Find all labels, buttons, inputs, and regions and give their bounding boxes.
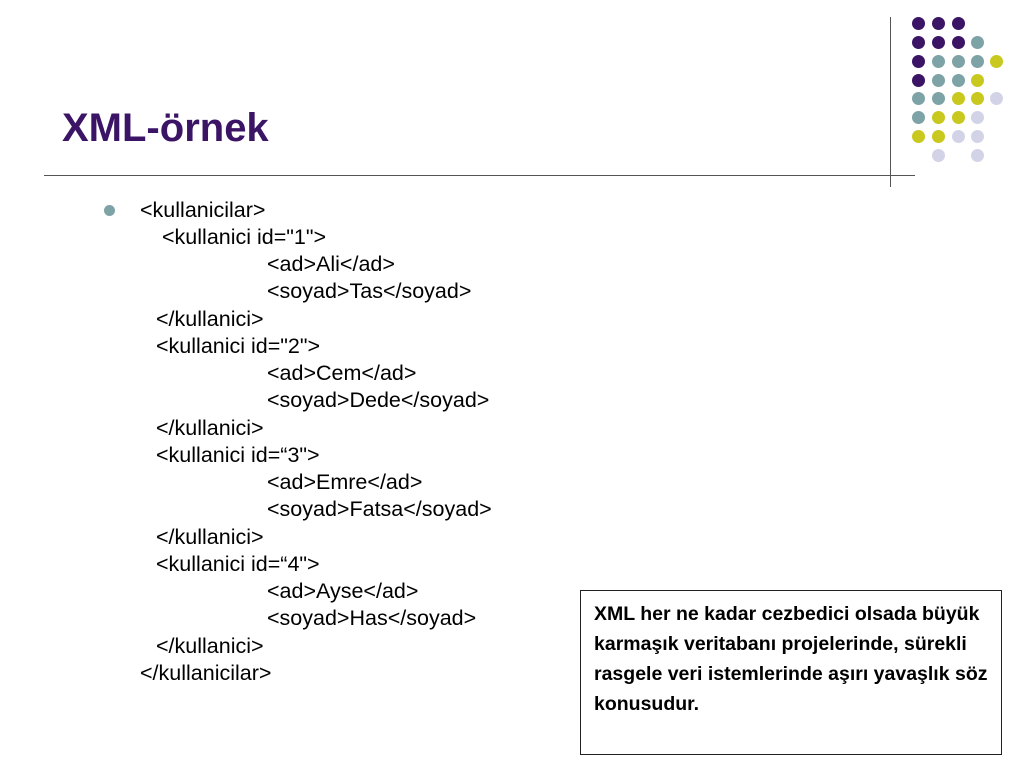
decorative-dot — [971, 36, 984, 49]
decorative-dot — [952, 130, 965, 143]
code-line: <soyad>Fatsa</soyad> — [267, 497, 492, 521]
decorative-dot — [952, 17, 965, 30]
decorative-dot — [971, 149, 984, 162]
code-line: <soyad>Has</soyad> — [267, 606, 477, 630]
decorative-dot — [952, 74, 965, 87]
decorative-dot — [912, 130, 925, 143]
decorative-dot — [932, 55, 945, 68]
decorative-dot-grid — [0, 0, 1024, 180]
code-line: </kullanicilar> — [140, 661, 272, 685]
code-line: </kullanici> — [156, 416, 264, 440]
decorative-dot — [932, 111, 945, 124]
decorative-dot — [971, 55, 984, 68]
decorative-dot — [912, 55, 925, 68]
decorative-dot — [912, 36, 925, 49]
decorative-dot — [971, 74, 984, 87]
code-line: <ad>Ayse</ad> — [267, 579, 419, 603]
code-line: <soyad>Tas</soyad> — [267, 279, 472, 303]
code-line: </kullanici> — [156, 634, 264, 658]
decorative-dot — [990, 55, 1003, 68]
decorative-dot — [952, 92, 965, 105]
code-line: <ad>Ali</ad> — [267, 252, 395, 276]
slide-title: XML-örnek — [62, 106, 269, 150]
decorative-dot — [912, 111, 925, 124]
code-line: <kullanici id="2"> — [156, 334, 321, 358]
decorative-dot — [971, 111, 984, 124]
code-line: <kullanici id="1"> — [162, 225, 327, 249]
decorative-dot — [971, 92, 984, 105]
decorative-dot — [932, 130, 945, 143]
decorative-dot — [912, 92, 925, 105]
decorative-dot — [912, 74, 925, 87]
decorative-dot — [932, 17, 945, 30]
code-line: </kullanici> — [156, 525, 264, 549]
decorative-dot — [990, 92, 1003, 105]
code-line: <kullanici id=“4"> — [156, 552, 320, 576]
decorative-dot — [971, 130, 984, 143]
decorative-dot — [912, 17, 925, 30]
note-box — [580, 590, 1002, 755]
code-line: <kullanici id=“3"> — [156, 443, 320, 467]
code-line: <kullanicilar> — [140, 198, 266, 222]
bullet-icon — [104, 205, 115, 216]
code-line: <ad>Cem</ad> — [267, 361, 417, 385]
decorative-dot — [952, 36, 965, 49]
code-line: </kullanici> — [156, 307, 264, 331]
code-line: <ad>Emre</ad> — [267, 470, 423, 494]
decorative-dot — [932, 149, 945, 162]
decorative-dot — [932, 74, 945, 87]
decorative-dot — [952, 111, 965, 124]
decorative-dot — [952, 55, 965, 68]
decorative-dot — [932, 92, 945, 105]
decorative-dot — [932, 36, 945, 49]
code-line: <soyad>Dede</soyad> — [267, 388, 490, 412]
note-text: XML her ne kadar cezbedici olsada büyük karmaşık veritabanı projelerinde, sürekli rasgele veri istemlerinde aşırı yavaşlık söz konusudur. — [594, 603, 988, 715]
